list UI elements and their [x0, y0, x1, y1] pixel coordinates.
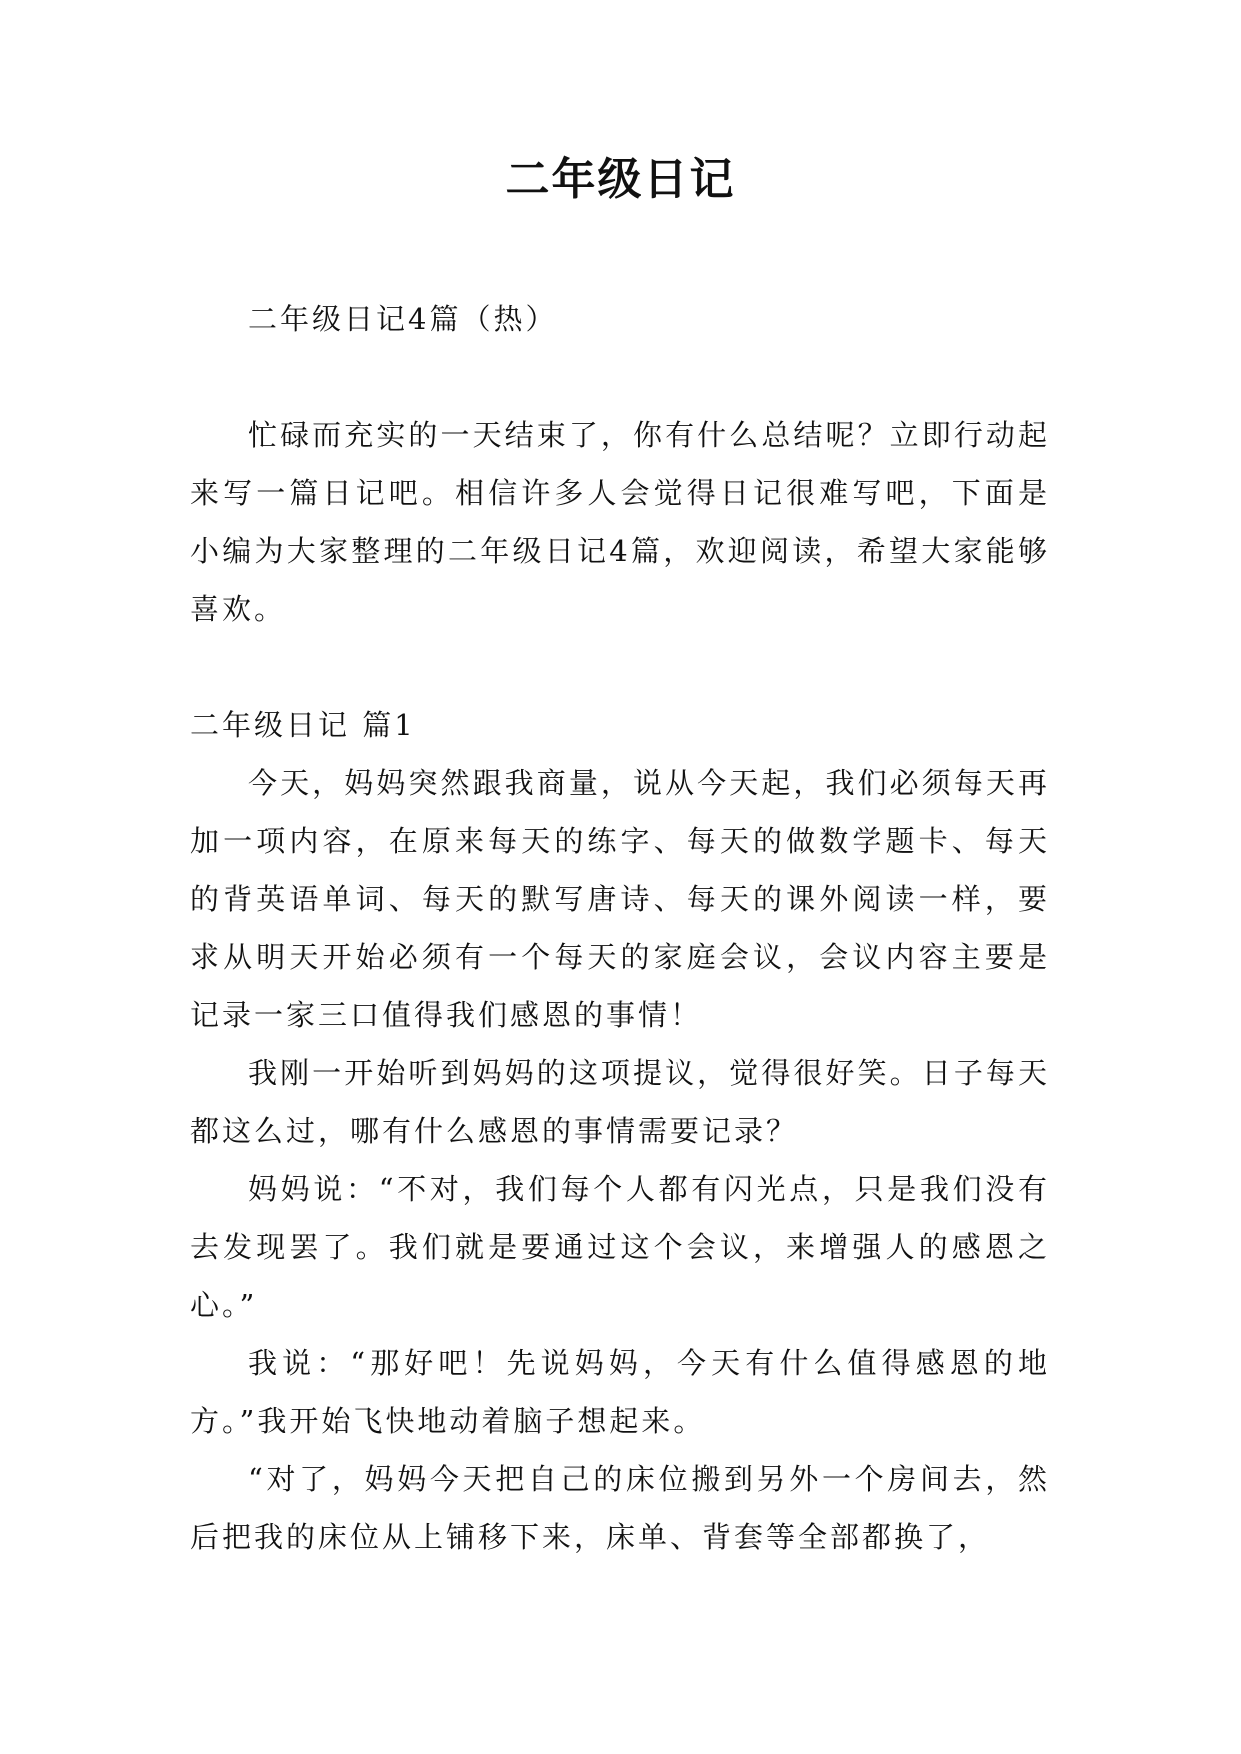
body-paragraph-2: 我刚一开始听到妈妈的这项提议，觉得很好笑。日子每天都这么过，哪有什么感恩的事情需要记录？ — [190, 1056, 1050, 1148]
document-body — [190, 290, 1050, 1566]
body-paragraph-4: 我说：“那好吧！先说妈妈，今天有什么值得感恩的地方。”我开始飞快地动着脑子想起来。 — [190, 1346, 1050, 1438]
document-title: 二年级日记 — [505, 154, 736, 205]
body-paragraph-1: 今天，妈妈突然跟我商量，说从今天起，我们必须每天再加一项内容，在原来每天的练字、每天的做数学题卡、每天的背英语单词、每天的默写唐诗、每天的课外阅读一样，要求从明天开始必须有一个每天的家庭会议，会议内容主要是记录一家三口值得我们感恩的事情！ — [190, 766, 1050, 1032]
document-subtitle: 二年级日记4篇（热） — [248, 302, 558, 336]
intro-paragraph: 忙碌而充实的一天结束了，你有什么总结呢？立即行动起来写一篇日记吧。相信许多人会觉得日记很难写吧，下面是小编为大家整理的二年级日记4篇，欢迎阅读，希望大家能够喜欢。 — [190, 418, 1050, 626]
body-paragraph-5: “对了，妈妈今天把自己的床位搬到另外一个房间去，然后把我的床位从上铺移下来，床单、背套等全部都换了， — [190, 1462, 1050, 1554]
section-heading: 二年级日记 篇1 — [190, 708, 416, 742]
body-paragraph-3: 妈妈说：“不对，我们每个人都有闪光点，只是我们没有去发现罢了。我们就是要通过这个会议，来增强人的感恩之心。” — [190, 1172, 1050, 1322]
